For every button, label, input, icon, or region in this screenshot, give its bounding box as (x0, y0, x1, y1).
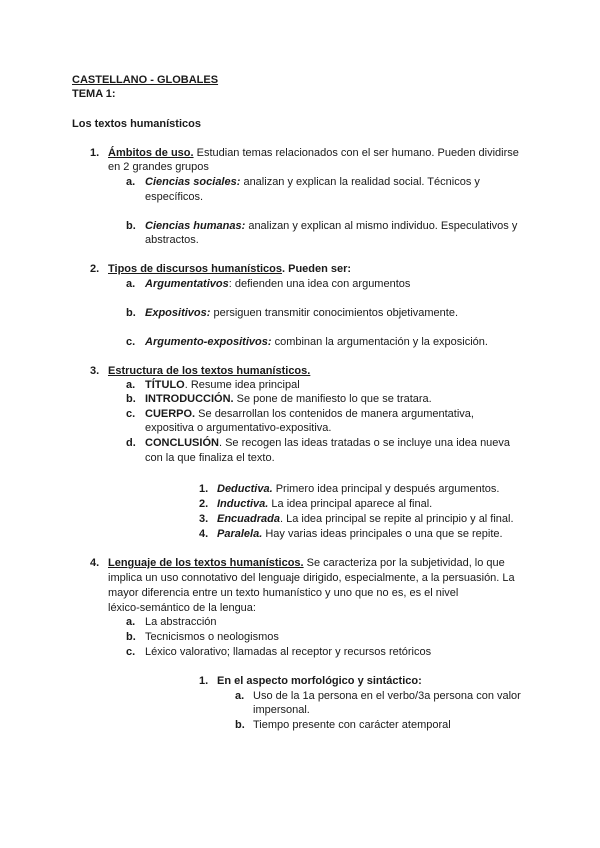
section-4-subsection-item-a: Uso de la 1a persona en el verbo/3a persona con valor (253, 690, 521, 702)
section-1-item-b-text: analizan y explican al mismo individuo. Especulativos y (245, 220, 518, 232)
section-3-item-a-marker: a. (126, 379, 136, 391)
section-3-subitem-4-term: Paralela. (217, 528, 263, 540)
section-1-marker: 1. (90, 147, 100, 159)
section-4-subsection-heading: En el aspecto morfológico y sintáctico: (217, 675, 422, 687)
section-3-subitem-3-marker: 3. (199, 513, 209, 525)
section-3-subitem-1 (217, 482, 499, 496)
section-4-intro: Se caracteriza por la subjetividad, lo que (303, 557, 505, 569)
section-1-item-b-marker: b. (126, 220, 136, 232)
section-2-item-a-term: Argumentativos (145, 278, 229, 290)
section-4-intro-4: léxico-semántico de la lengua: (108, 602, 256, 614)
section-3-subitem-3 (217, 512, 514, 526)
section-4-item-c-marker: c. (126, 646, 136, 658)
section-2-item-c-text: combinan la argumentación y la exposición. (271, 336, 488, 348)
section-1-item-b (145, 219, 517, 233)
section-1-item-a-text: analizan y explican la realidad social. Técnicos y (240, 176, 480, 188)
section-2-item-b (145, 306, 458, 320)
section-3-subitem-2-term: Inductiva. (217, 498, 269, 510)
section-3-item-b (145, 392, 432, 406)
section-2-marker: 2. (90, 263, 100, 275)
section-3-item-a-term: TÍTULO (145, 379, 185, 391)
section-2-item-b-term: Expositivos: (145, 307, 211, 319)
section-2-heading-tail: . Pueden ser: (282, 263, 352, 275)
section-1-intro: Estudian temas relacionados con el ser humano. Pueden dividirse (193, 147, 519, 159)
unit-title: TEMA 1: (72, 88, 116, 100)
section-4-marker: 4. (90, 557, 100, 569)
section-3-subitem-1-marker: 1. (199, 483, 209, 495)
section-3-item-d (145, 436, 510, 450)
section-2-item-a-text: : defienden una idea con argumentos (228, 278, 411, 290)
section-3-item-a-text: . Resume idea principal (184, 379, 300, 391)
section-2-item-b-text: persiguen transmitir conocimientos objetivamente. (210, 307, 459, 319)
section-4-subsection-marker: 1. (199, 675, 209, 687)
section-3-subitem-2-marker: 2. (199, 498, 209, 510)
section-4-subsection-item-a-text-2: impersonal. (253, 704, 310, 716)
section-3-subitem-1-term: Deductiva. (217, 483, 273, 495)
section-3-item-b-text: Se pone de manifiesto lo que se tratara. (233, 393, 432, 405)
section-3-item-d-marker: d. (126, 437, 136, 449)
section-3-item-d-text-2: con la que finaliza el texto. (145, 452, 275, 464)
section-2-item-c-term: Argumento-expositivos: (145, 336, 272, 348)
section-4-item-c: Léxico valorativo; llamadas al receptor y recursos retóricos (145, 646, 432, 658)
section-3-subitem-3-term: Encuadrada (217, 513, 280, 525)
section-2-heading: Tipos de discursos humanísticos (108, 263, 283, 275)
section-3-subitem-2 (217, 497, 432, 511)
section-1-intro-2: en 2 grandes grupos (108, 161, 209, 173)
section-3-item-c-text-2: expositiva o argumentativo-expositiva. (145, 422, 332, 434)
section-1-item-a (145, 175, 480, 189)
section-4-subsection-item-b-marker: b. (235, 719, 245, 731)
section-2-item-b-marker: b. (126, 307, 136, 319)
course-title: CASTELLANO - GLOBALES (72, 74, 219, 86)
section-4-item-a-marker: a. (126, 616, 136, 628)
section-2-item-c-marker: c. (126, 336, 136, 348)
section-3-marker: 3. (90, 365, 100, 377)
section-1-item-a-term: Ciencias sociales: (145, 176, 241, 188)
section-3-subitem-3-text: . La idea principal se repite al principio y al final. (279, 513, 514, 525)
section-3-subitem-2-text: La idea principal aparece al final. (268, 498, 433, 510)
section-2-item-a (145, 277, 410, 291)
section-4-item-b-marker: b. (126, 631, 136, 643)
section-3-item-c (145, 407, 474, 421)
section-4-heading: Lenguaje de los textos humanísticos. (108, 557, 304, 569)
section-3-item-b-marker: b. (126, 393, 136, 405)
section-3-item-b-term: INTRODUCCIÓN. (145, 393, 234, 405)
section-4-subsection-item-b: Tiempo presente con carácter atemporal (253, 719, 451, 731)
section-1-heading: Ámbitos de uso. (108, 147, 194, 159)
section-4-intro-2: implica un uso connotativo del lenguaje dirigido, especialmente, a la persuasión. La (108, 572, 515, 584)
section-3-subitem-4-marker: 4. (199, 528, 209, 540)
section-1-item-b-text-2: abstractos. (145, 234, 199, 246)
section-4-first-line (108, 556, 505, 570)
section-2-first-line (108, 262, 351, 276)
section-4-subsection-item-a-marker: a. (235, 690, 245, 702)
section-3-item-d-term: CONCLUSIÓN (145, 437, 219, 449)
section-3-heading: Estructura de los textos humanísticos. (108, 365, 311, 377)
section-3-item-a (145, 378, 300, 392)
section-1-item-a-marker: a. (126, 176, 136, 188)
section-2-item-c (145, 335, 488, 349)
section-3-subitem-4 (217, 527, 503, 541)
section-1-item-b-term: Ciencias humanas: (145, 220, 246, 232)
section-3-item-d-text: . Se recogen las ideas tratadas o se incluye una idea nueva (218, 437, 511, 449)
section-4-intro-3: mayor diferencia entre un texto humanístico y uno que no es, es el nivel (108, 587, 459, 599)
section-1-first-line (108, 146, 519, 160)
section-3-subitem-4-text: Hay varias ideas principales o una que se repite. (262, 528, 503, 540)
section-3-item-c-term: CUERPO. (145, 408, 196, 420)
section-3-item-c-text: Se desarrollan los contenidos de manera argumentativa, (195, 408, 474, 420)
section-3-subitem-1-text: Primero idea principal y después argumentos. (272, 483, 500, 495)
section-4-item-b: Tecnicismos o neologismos (145, 631, 279, 643)
page-title: Los textos humanísticos (72, 118, 201, 130)
section-2-item-a-marker: a. (126, 278, 136, 290)
section-3-item-c-marker: c. (126, 408, 136, 420)
section-1-item-a-text-2: específicos. (145, 191, 204, 203)
section-4-item-a: La abstracción (145, 616, 217, 628)
